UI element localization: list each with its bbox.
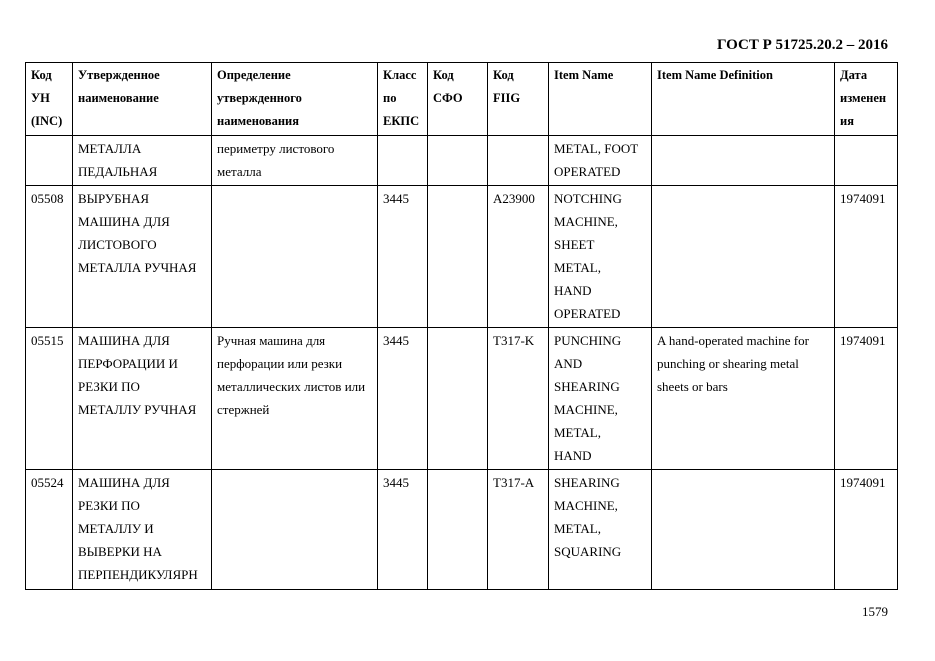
cell-fiig: T317-A: [488, 470, 549, 590]
cell-inc: 05508: [26, 186, 73, 328]
table-row: [26, 470, 898, 590]
cell-class: 3445: [378, 470, 428, 590]
cell-item-name-definition: [652, 136, 835, 186]
cell-change-date: 1974091: [835, 186, 898, 328]
cell-sfo: [428, 328, 488, 470]
header-approved-name: Утвержденное наименование: [73, 63, 212, 136]
page-number: 1579: [862, 604, 888, 619]
cell-item-name: METAL, FOOT OPERATED: [549, 136, 652, 186]
table-row: [26, 136, 898, 186]
cell-sfo: [428, 186, 488, 328]
cell-approved-name: ВЫРУБНАЯ МАШИНА ДЛЯ ЛИСТОВОГО МЕТАЛЛА РУЧНАЯ: [73, 186, 212, 328]
header-item-name-definition: Item Name Definition: [652, 63, 835, 136]
cell-fiig: A23900: [488, 186, 549, 328]
cell-approved-name: МЕТАЛЛА ПЕДАЛЬНАЯ: [73, 136, 212, 186]
cell-change-date: [835, 136, 898, 186]
cell-definition: периметру листового металла: [212, 136, 378, 186]
cell-inc: 05524: [26, 470, 73, 590]
document-header: ГОСТ Р 51725.20.2 – 2016: [716, 37, 888, 53]
table-header-row: [26, 63, 898, 136]
cell-definition: [212, 186, 378, 328]
cell-fiig: T317-K: [488, 328, 549, 470]
cell-sfo: [428, 136, 488, 186]
cell-item-name: PUNCHING AND SHEARING MACHINE, METAL, HAND: [549, 328, 652, 470]
cell-inc: [26, 136, 73, 186]
header-sfo: Код СФО: [428, 63, 488, 136]
cell-inc: 05515: [26, 328, 73, 470]
header-item-name: Item Name: [549, 63, 652, 136]
cell-approved-name: МАШИНА ДЛЯ РЕЗКИ ПО МЕТАЛЛУ И ВЫВЕРКИ НА ПЕРПЕНДИКУЛЯРН: [73, 470, 212, 590]
cell-item-name: SHEARING MACHINE, METAL, SQUARING: [549, 470, 652, 590]
header-class: Класс по ЕКПС: [378, 63, 428, 136]
cell-fiig: [488, 136, 549, 186]
cell-sfo: [428, 470, 488, 590]
header-change-date: Дата изменен ия: [835, 63, 898, 136]
cell-change-date: 1974091: [835, 470, 898, 590]
items-table: [25, 62, 898, 590]
cell-definition: Ручная машина для перфорации или резки металлических листов или стержней: [212, 328, 378, 470]
cell-change-date: 1974091: [835, 328, 898, 470]
cell-class: 3445: [378, 328, 428, 470]
table-row: [26, 328, 898, 470]
cell-approved-name: МАШИНА ДЛЯ ПЕРФОРАЦИИ И РЕЗКИ ПО МЕТАЛЛУ РУЧНАЯ: [73, 328, 212, 470]
table-row: [26, 186, 898, 328]
cell-definition: [212, 470, 378, 590]
cell-class: 3445: [378, 186, 428, 328]
cell-item-name-definition: [652, 186, 835, 328]
cell-class: [378, 136, 428, 186]
header-definition: Определение утвержденного наименования: [212, 63, 378, 136]
header-fiig: Код FIIG: [488, 63, 549, 136]
cell-item-name-definition: [652, 470, 835, 590]
cell-item-name-definition: A hand-operated machine for punching or shearing metal sheets or bars: [652, 328, 835, 470]
cell-item-name: NOTCHING MACHINE, SHEET METAL, HAND OPERATED: [549, 186, 652, 328]
header-inc: Код УН (INC): [26, 63, 73, 136]
